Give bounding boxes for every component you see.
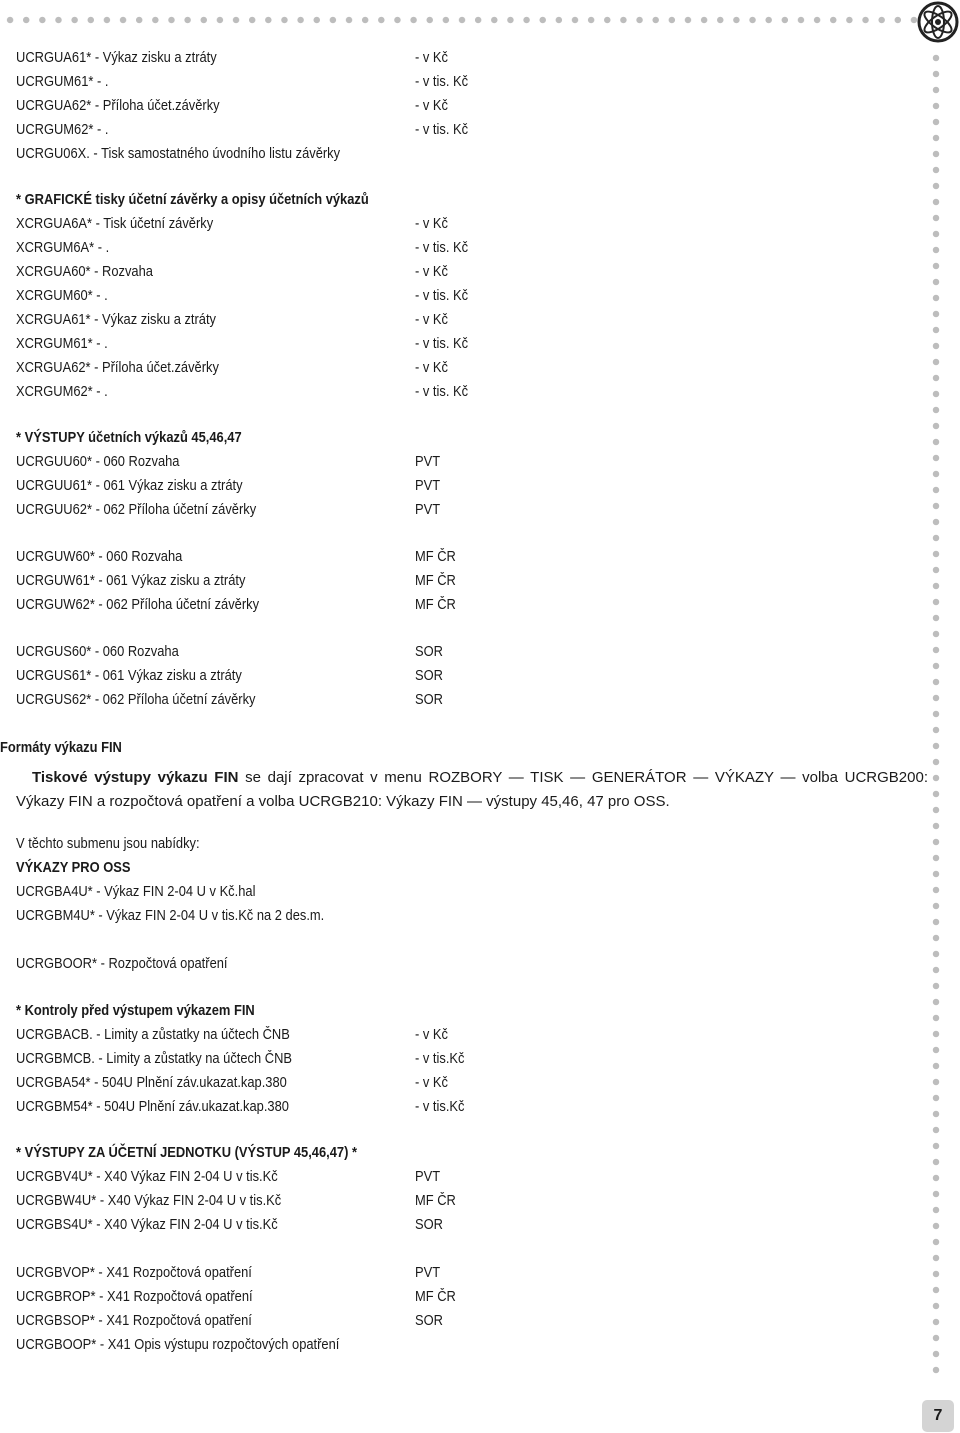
report-unit-value: - v tis. Kč [415, 121, 469, 138]
report-unit-value: MF ČR [415, 1192, 456, 1209]
submenu-intro-text: V těchto submenu jsou nabídky: [16, 835, 200, 852]
report-code-label: UCRGUU60* - 060 Rozvaha [16, 453, 180, 470]
report-unit-value: - v tis.Kč [415, 1098, 465, 1115]
fin-paragraph-text: se dají zpracovat v menu ROZBORY — TISK — GENERÁTOR — VÝKAZY — volba UCRGB200: Výkazy FIN a rozpočtová opatření a volba UCRGB210: Výkazy FIN — výstupy 45,46, 47 pro OSS. [16, 769, 928, 810]
report-code-label: UCRGBACB. - Limity a zůstatky na účtech ČNB [16, 1026, 290, 1043]
report-code-label: UCRGBM54* - 504U Plnění záv.ukazat.kap.380 [16, 1098, 289, 1115]
report-unit-value: - v tis. Kč [415, 287, 469, 304]
report-unit-value: - v tis. Kč [415, 239, 469, 256]
report-unit-value: PVT [415, 477, 441, 494]
report-code-label: UCRGUU62* - 062 Příloha účetní závěrky [16, 501, 257, 518]
report-unit-value: MF ČR [415, 548, 456, 565]
report-unit-value: SOR [415, 643, 443, 660]
ue-heading-text: * VÝSTUPY ZA ÚČETNÍ JEDNOTKU (VÝSTUP 45,46,47) * [16, 1144, 357, 1161]
report-unit-value: PVT [415, 501, 441, 518]
report-unit-value: - v Kč [415, 359, 448, 376]
report-unit-value: MF ČR [415, 1288, 456, 1305]
report-code-label: UCRGBA4U* - Výkaz FIN 2-04 U v Kč.hal [16, 883, 256, 900]
report-code-label: UCRGBS4U* - X40 Výkaz FIN 2-04 U v tis.Kč [16, 1216, 278, 1233]
report-code-label: UCRGUM61* - . [16, 73, 109, 90]
report-unit-value: - v Kč [415, 1074, 448, 1091]
report-code-label: UCRGBW4U* - X40 Výkaz FIN 2-04 U v tis.Kč [16, 1192, 282, 1209]
report-unit-value: PVT [415, 453, 441, 470]
kontroly-heading-text: * Kontroly před výstupem výkazem FIN [16, 1002, 255, 1019]
report-code-label: UCRGBOOP* - X41 Opis výstupu rozpočtových opatření [16, 1336, 340, 1353]
report-code-label: UCRGUS62* - 062 Příloha účetní závěrky [16, 691, 256, 708]
report-unit-value: - v Kč [415, 311, 448, 328]
report-unit-value: - v Kč [415, 215, 448, 232]
report-unit-value: - v tis.Kč [415, 1050, 465, 1067]
report-code-label: UCRGBROP* - X41 Rozpočtová opatření [16, 1288, 253, 1305]
section-title-fin: Formáty výkazu FIN [0, 739, 122, 756]
report-unit-value: - v Kč [415, 49, 448, 66]
report-unit-value: PVT [415, 1264, 441, 1281]
report-code-label: UCRGU06X. - Tisk samostatného úvodního listu závěrky [16, 145, 341, 162]
report-unit-value: SOR [415, 1216, 443, 1233]
report-code-label: UCRGBM4U* - Výkaz FIN 2-04 U v tis.Kč na 2 des.m. [16, 907, 325, 924]
report-unit-value: - v tis. Kč [415, 383, 469, 400]
report-code-label: UCRGUS61* - 061 Výkaz zisku a ztráty [16, 667, 242, 684]
report-unit-value: SOR [415, 691, 443, 708]
oss-heading-text: VÝKAZY PRO OSS [16, 859, 131, 876]
report-code-label: XCRGUA60* - Rozvaha [16, 263, 153, 280]
graficke-heading-text: * GRAFICKÉ tisky účetní závěrky a opisy účetních výkazů [16, 191, 369, 208]
report-unit-value: MF ČR [415, 572, 456, 589]
report-code-label: UCRGUS60* - 060 Rozvaha [16, 643, 179, 660]
report-code-label: XCRGUA62* - Příloha účet.závěrky [16, 359, 219, 376]
report-code-label: UCRGUW62* - 062 Příloha účetní závěrky [16, 596, 260, 613]
report-unit-value: - v tis. Kč [415, 73, 469, 90]
report-code-label: UCRGUW61* - 061 Výkaz zisku a ztráty [16, 572, 246, 589]
report-code-label: XCRGUM61* - . [16, 335, 108, 352]
report-code-label: XCRGUA61* - Výkaz zisku a ztráty [16, 311, 217, 328]
fin-paragraph-bold: Tiskové výstupy výkazu FIN [32, 769, 239, 786]
boor-text: UCRGBOOR* - Rozpočtová opatření [16, 955, 228, 972]
vystupy-heading-text: * VÝSTUPY účetních výkazů 45,46,47 [16, 429, 242, 446]
report-unit-value: SOR [415, 1312, 443, 1329]
fin-paragraph [0, 766, 928, 814]
report-code-label: UCRGBA54* - 504U Plnění záv.ukazat.kap.380 [16, 1074, 287, 1091]
report-code-label: UCRGBVOP* - X41 Rozpočtová opatření [16, 1264, 252, 1281]
report-code-label: UCRGUA61* - Výkaz zisku a ztráty [16, 49, 217, 66]
report-code-label: UCRGUA62* - Příloha účet.závěrky [16, 97, 220, 114]
report-code-label: UCRGBMCB. - Limity a zůstatky na účtech ČNB [16, 1050, 292, 1067]
report-code-label: UCRGBSOP* - X41 Rozpočtová opatření [16, 1312, 252, 1329]
report-code-label: XCRGUM6A* - . [16, 239, 110, 256]
report-code-label: UCRGUM62* - . [16, 121, 109, 138]
report-unit-value: - v tis. Kč [415, 335, 469, 352]
report-unit-value: SOR [415, 667, 443, 684]
report-code-label: XCRGUM62* - . [16, 383, 108, 400]
report-unit-value: - v Kč [415, 263, 448, 280]
report-code-label: UCRGUU61* - 061 Výkaz zisku a ztráty [16, 477, 243, 494]
report-unit-value: - v Kč [415, 1026, 448, 1043]
report-code-label: XCRGUM60* - . [16, 287, 108, 304]
report-unit-value: - v Kč [415, 97, 448, 114]
report-code-label: UCRGBV4U* - X40 Výkaz FIN 2-04 U v tis.Kč [16, 1168, 278, 1185]
page-number: 7 [922, 1400, 954, 1432]
report-code-label: XCRGUA6A* - Tisk účetní závěrky [16, 215, 214, 232]
atom-logo-icon [916, 0, 960, 44]
report-code-label: UCRGUW60* - 060 Rozvaha [16, 548, 183, 565]
report-unit-value: MF ČR [415, 596, 456, 613]
report-unit-value: PVT [415, 1168, 441, 1185]
right-dot-border [930, 50, 942, 1380]
